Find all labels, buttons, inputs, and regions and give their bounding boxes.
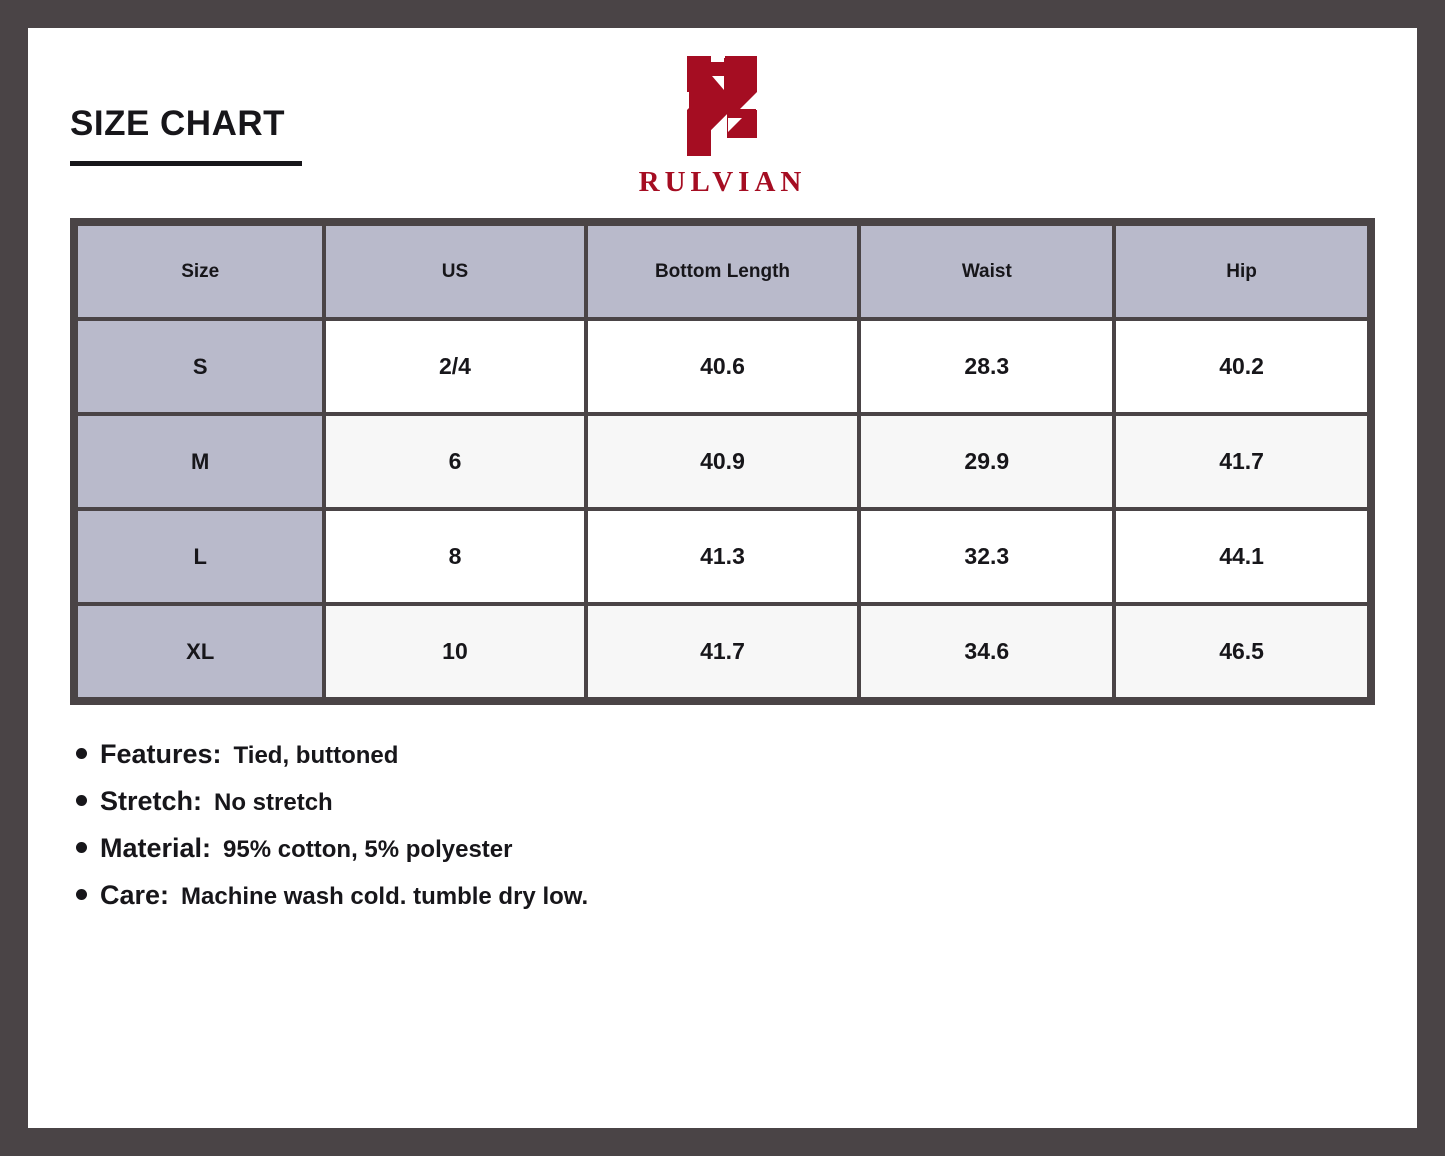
- column-header-hip: Hip: [1116, 226, 1367, 317]
- cell-hip: 41.7: [1116, 416, 1367, 507]
- cell-waist: 32.3: [861, 511, 1112, 602]
- note-label: Material:: [100, 833, 212, 863]
- table-row: [78, 511, 1367, 602]
- list-item: [76, 880, 1417, 911]
- note-value: Tied, buttoned: [233, 742, 399, 769]
- bullet-icon: [76, 748, 87, 759]
- cell-size: M: [78, 416, 322, 507]
- document-header: [28, 28, 1417, 218]
- column-header-bottom-length: Bottom Length: [588, 226, 858, 317]
- product-notes-list: [76, 739, 1417, 911]
- table-row: [78, 606, 1367, 697]
- note-value: Machine wash cold. tumble dry low.: [181, 883, 589, 910]
- cell-hip: 46.5: [1116, 606, 1367, 697]
- cell-us: 6: [326, 416, 583, 507]
- bullet-icon: [76, 795, 87, 806]
- cell-bottom-length: 40.6: [588, 321, 858, 412]
- cell-bottom-length: 41.3: [588, 511, 858, 602]
- cell-us: 8: [326, 511, 583, 602]
- size-chart-table-wrapper: [70, 218, 1375, 705]
- cell-us: 10: [326, 606, 583, 697]
- list-item: [76, 833, 1417, 864]
- note-label: Care:: [100, 880, 170, 910]
- bullet-icon: [76, 842, 87, 853]
- cell-us: 2/4: [326, 321, 583, 412]
- cell-hip: 44.1: [1116, 511, 1367, 602]
- cell-waist: 28.3: [861, 321, 1112, 412]
- column-header-size: Size: [78, 226, 322, 317]
- brand-name: RULVIAN: [638, 166, 807, 198]
- table-header-row: [78, 226, 1367, 317]
- note-value: No stretch: [214, 789, 333, 816]
- bullet-icon: [76, 889, 87, 900]
- document-canvas: [28, 28, 1417, 1128]
- brand-block: [28, 52, 1417, 199]
- table-row: [78, 416, 1367, 507]
- size-chart-table: [74, 222, 1371, 701]
- list-item: [76, 786, 1417, 817]
- rulvian-monogram-icon: [665, 52, 781, 160]
- note-label: Stretch:: [100, 786, 203, 816]
- cell-bottom-length: 41.7: [588, 606, 858, 697]
- note-label: Features:: [100, 739, 222, 769]
- note-value: 95% cotton, 5% polyester: [223, 836, 513, 863]
- cell-waist: 29.9: [861, 416, 1112, 507]
- cell-size: L: [78, 511, 322, 602]
- page-title: SIZE CHART: [70, 104, 285, 143]
- column-header-waist: Waist: [861, 226, 1112, 317]
- cell-hip: 40.2: [1116, 321, 1367, 412]
- table-row: [78, 321, 1367, 412]
- column-header-us: US: [326, 226, 583, 317]
- list-item: [76, 739, 1417, 770]
- cell-bottom-length: 40.9: [588, 416, 858, 507]
- cell-size: XL: [78, 606, 322, 697]
- cell-waist: 34.6: [861, 606, 1112, 697]
- cell-size: S: [78, 321, 322, 412]
